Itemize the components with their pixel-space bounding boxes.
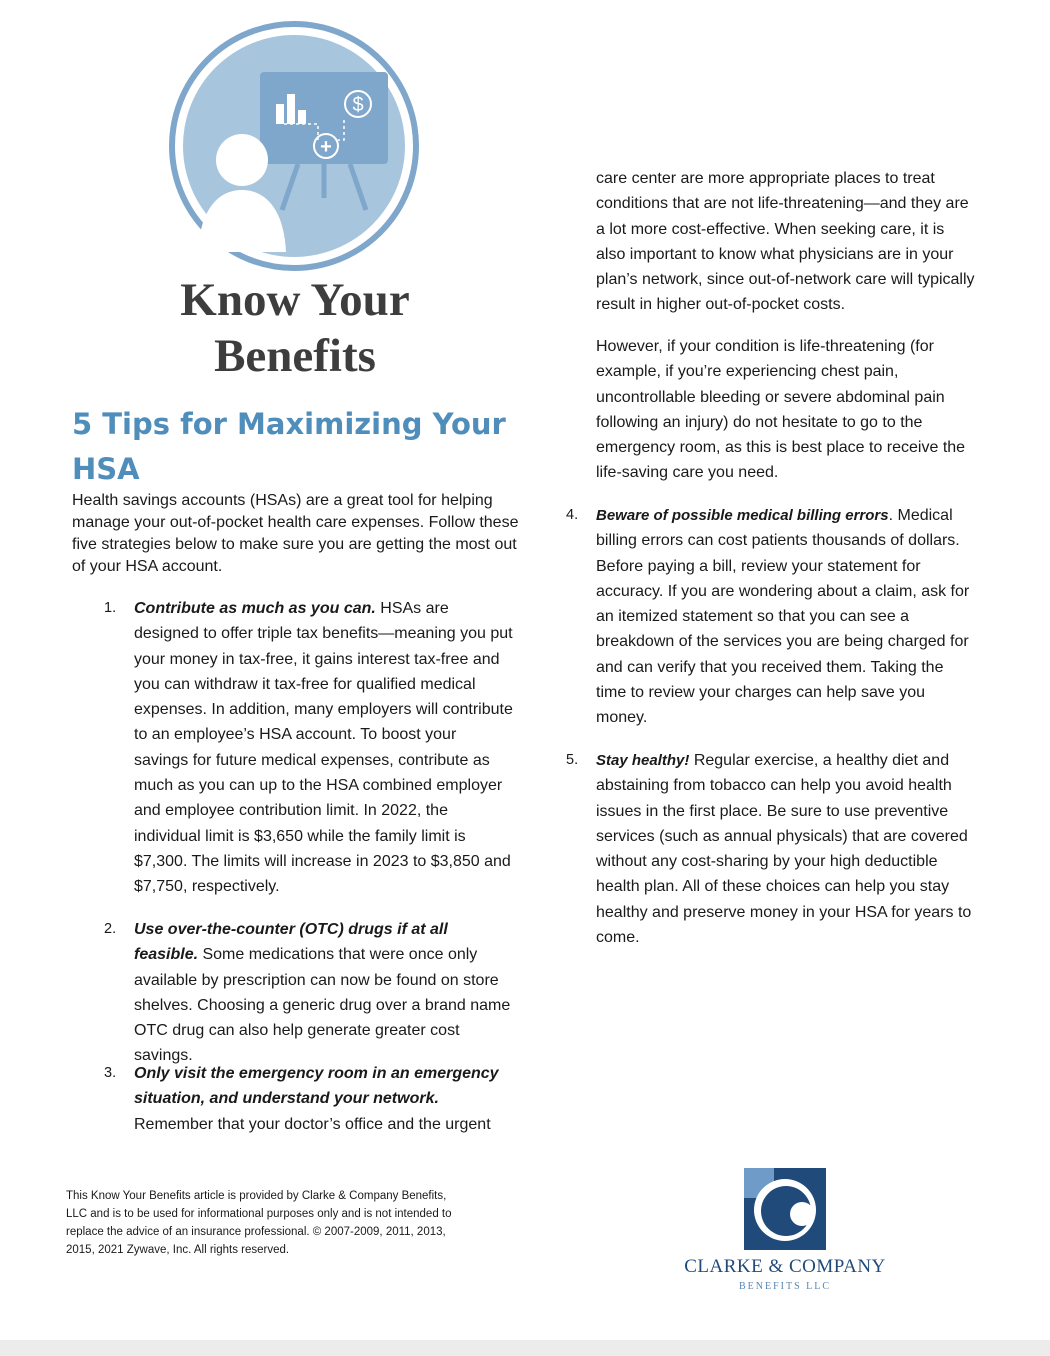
brand-name: CLARKE & COMPANY [684, 1256, 886, 1277]
tip-item-1 [104, 596, 514, 900]
tip-number: 1. [104, 600, 117, 616]
footer-disclaimer: This Know Your Benefits article is provided by Clarke & Company Benefits, LLC and is to be used for informational purposes only and is not intended to replace the advice of an insurance professional. © 2007-2009, 2011, 2013, 2015, 2021 Zywave, Inc. All rights reserved. [66, 1190, 452, 1256]
know-your-benefits-title [110, 272, 480, 384]
tip-lead: Contribute as much as you can. [134, 600, 376, 617]
title-line-1: Know Your [180, 274, 410, 326]
tip-body: Some medications that were once only available by prescription can now be found on store shelves. Choosing a generic drug over a brand name OTC drug can also help generate greater cost savings. [134, 946, 511, 1065]
article-heading [72, 402, 532, 492]
tip-number: 2. [104, 921, 117, 937]
tip-body: Remember that your doctor’s office and the urgent [134, 1115, 491, 1133]
hero-board-plus: + [320, 136, 332, 158]
hero-board-symbol: $ [352, 94, 364, 116]
tip-item-4 [566, 503, 976, 731]
tip-3-continued-paragraph: care center are more appropriate places to treat conditions that are not life-threatening—and they are a lot more cost-effective. When seeking care, it is also important to know what physicians are in your plan’s network, since out-of-network care will typically result in higher out-of-pocket costs. [596, 170, 975, 314]
tip-lead: Only visit the emergency room in an emergency situation, and understand your network. [134, 1065, 499, 1108]
tip-item-5 [566, 748, 976, 950]
title-line-2: Benefits [214, 330, 376, 382]
tip-3-second-paragraph [596, 334, 976, 486]
tip-item-3 [104, 1061, 514, 1137]
tip-body: Regular exercise, a healthy diet and abstaining from tobacco can help you avoid health issues in the first place. Be sure to use preventive services (such as annual physicals) that are covered without any cost-sharing by your high deductible health plan. All of these choices can help you stay healthy and preserve money in your HSA for years to come. [596, 752, 972, 947]
tip-3-emergency-paragraph: However, if your condition is life-threatening (for example, if you’re experiencing chest pain, uncontrollable bleeding or severe abdominal pain following an injury) do not hesitate to go to the emergency room, as this is best place to receive the life-saving care you need. [596, 338, 966, 482]
tip-3-continued [596, 166, 976, 318]
page-bottom-margin [0, 1340, 1050, 1356]
tip-item-2 [104, 917, 514, 1069]
tip-body: HSAs are designed to offer triple tax benefits—meaning you put your money in tax-free, it gains interest tax-free and you can withdraw it tax-free for qualified medical expenses. In addition, many employers will contribute to an employee’s HSA account. To boost your savings for future medical expenses, contribute as much as you can up to the HSA combined employer and employee contribution limit. In 2022, the individual limit is $3,650 while the family limit is $7,300. The limits will increase in 2023 to $3,850 and $7,750, respectively. [134, 600, 513, 896]
tip-lead: Stay healthy! [596, 752, 690, 769]
presentation-board-person-icon [168, 20, 420, 272]
clarke-company-logo-icon [744, 1168, 826, 1250]
tip-lead-suffix: . [888, 507, 894, 524]
tip-lead: Use over-the-counter (OTC) drugs if at all feasible. [134, 921, 448, 964]
heading-line-1: 5 Tips for Maximizing Your [72, 407, 506, 441]
tip-lead: Beware of possible medical billing errors [596, 507, 889, 524]
brand-subtitle: BENEFITS LLC [738, 1281, 832, 1292]
tip-body: Medical billing errors can cost patients thousands of dollars. Before paying a bill, review your statement for accuracy. If you are wondering about a claim, ask for an itemized statement so that you can see a breakdown of the services you are being charged for and can verify that you received them. Taking the time to review your charges can help save you money. [596, 507, 970, 727]
intro-paragraph: Health savings accounts (HSAs) are a great tool for helping manage your out-of-pocket health care expenses. Follow these five strategies below to make sure you are getting the most out of your HSA account. [72, 492, 519, 575]
tip-number: 3. [104, 1065, 117, 1081]
tip-number: 4. [566, 507, 579, 523]
heading-line-2: HSA [72, 452, 140, 486]
tip-number: 5. [566, 752, 579, 768]
